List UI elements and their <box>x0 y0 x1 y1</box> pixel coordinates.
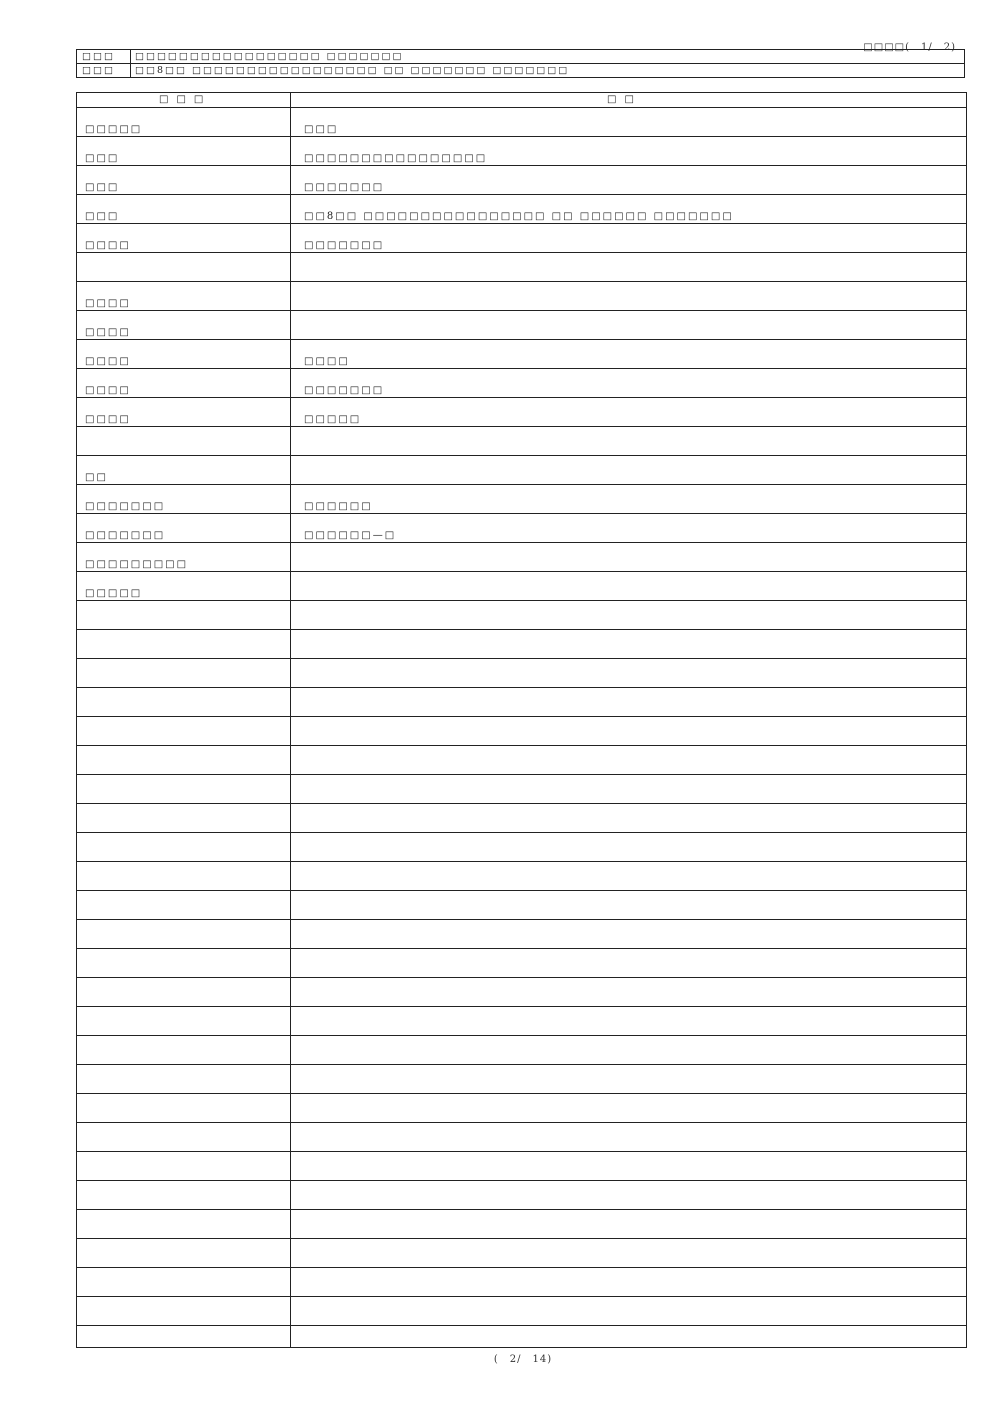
table-row <box>77 920 966 949</box>
table-row <box>77 1007 966 1036</box>
row-value: □□□□ <box>304 356 350 367</box>
column-header-item: □□□ <box>159 94 212 105</box>
table-body <box>77 108 966 1355</box>
table-row <box>77 253 966 282</box>
data-table <box>76 92 967 1348</box>
table-row <box>77 1297 966 1326</box>
table-row <box>77 369 966 398</box>
table-row <box>77 1123 966 1152</box>
table-row <box>77 282 966 311</box>
row-label: □□□ <box>85 211 120 222</box>
row-label: □□□□ <box>85 356 131 367</box>
header-row-value: □□8□□ □□□□□□□□□□□□□□□□□ □□ □□□□□□□ □□□□□□□ <box>135 65 570 76</box>
table-row <box>77 543 966 572</box>
table-row <box>77 572 966 601</box>
table-row <box>77 398 966 427</box>
row-label: □□□□□□□ <box>85 530 166 541</box>
row-label: □□□□□ <box>85 124 143 135</box>
row-label: □□□□ <box>85 298 131 309</box>
table-row <box>77 456 966 485</box>
table-row <box>77 630 966 659</box>
row-value: □□□□□□□□□□□□□□□□ <box>304 153 488 164</box>
table-row <box>77 1239 966 1268</box>
row-value: □□□□□□□ <box>304 182 385 193</box>
table-row <box>77 1181 966 1210</box>
row-label: □□□□ <box>85 327 131 338</box>
table-row <box>77 804 966 833</box>
row-value: □□□□□□—□ <box>304 530 397 541</box>
row-value: □□□□□□□ <box>304 385 385 396</box>
table-row <box>77 833 966 862</box>
table-row <box>77 1210 966 1239</box>
table-row <box>77 717 966 746</box>
table-row <box>77 514 966 543</box>
table-row <box>77 1152 966 1181</box>
table-row <box>77 862 966 891</box>
row-label: □□□ <box>85 153 120 164</box>
row-value: □□□□□□□ <box>304 240 385 251</box>
table-row <box>77 1036 966 1065</box>
table-row <box>77 224 966 253</box>
header-row <box>77 63 964 77</box>
row-label: □□□□ <box>85 414 131 425</box>
table-row <box>77 688 966 717</box>
row-label: □□□□□□□□□ <box>85 559 189 570</box>
table-row <box>77 746 966 775</box>
column-header-value: □□ <box>607 94 642 105</box>
page-footer: ( 2/ 14) <box>493 1354 553 1365</box>
table-row <box>77 485 966 514</box>
row-value: □□□ <box>304 124 339 135</box>
row-label: □□□□□□□ <box>85 501 166 512</box>
header-row-key: □□□ <box>77 50 131 63</box>
table-row <box>77 108 966 137</box>
table-row <box>77 1268 966 1297</box>
table-row <box>77 891 966 920</box>
header-row-key: □□□ <box>77 64 131 77</box>
table-row <box>77 195 966 224</box>
row-label: □□□□ <box>85 240 131 251</box>
table-row <box>77 601 966 630</box>
row-value: □□□□□ <box>304 414 362 425</box>
row-label: □□□□□ <box>85 588 143 599</box>
row-value: □□□□□□ <box>304 501 373 512</box>
table-header <box>77 93 966 108</box>
row-label: □□ <box>85 472 108 483</box>
row-label: □□□□ <box>85 385 131 396</box>
table-row <box>77 166 966 195</box>
table-row <box>77 137 966 166</box>
row-label: □□□ <box>85 182 120 193</box>
table-row <box>77 427 966 456</box>
table-row <box>77 340 966 369</box>
table-row <box>77 949 966 978</box>
table-row <box>77 659 966 688</box>
table-row <box>77 1094 966 1123</box>
table-row <box>77 775 966 804</box>
document-header <box>76 49 965 78</box>
page-indicator: □□□□( 1/ 2) <box>863 42 956 53</box>
table-row <box>77 1065 966 1094</box>
header-row <box>77 50 964 63</box>
table-row <box>77 978 966 1007</box>
row-value: □□8□□ □□□□□□□□□□□□□□□□ □□ □□□□□□ □□□□□□□ <box>304 211 734 222</box>
table-row <box>77 311 966 340</box>
header-row-value: □□□□□□□□□□□□□□□□□ □□□□□□□ <box>135 51 404 62</box>
